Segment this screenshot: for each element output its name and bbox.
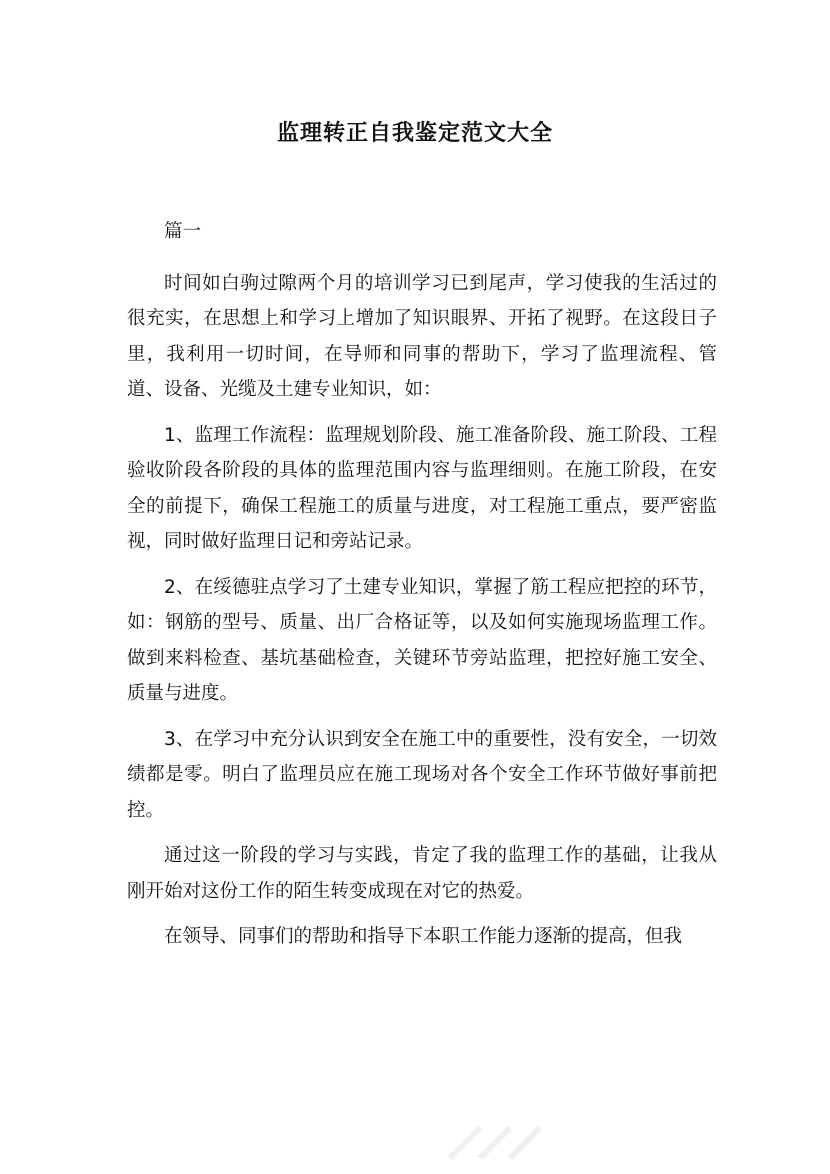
paragraph-item-1: 1、监理工作流程：监理规划阶段、施工准备阶段、施工阶段、工程验收阶段各阶段的具体的监理范围内容与监理细则。在施工阶段，在安全的前提下，确保工程施工的质量与进度，对工程施工重点，要严密监视，同时做好监理日记和旁站记录。 [127, 424, 717, 552]
watermark-mark [440, 1120, 560, 1160]
paragraph-summary: 通过这一阶段的学习与实践，肯定了我的监理工作的基础，让我从刚开始对这份工作的陌生转变成现在对它的热爱。 [127, 845, 717, 902]
document-body [127, 214, 717, 965]
paragraph-item-3: 3、在学习中充分认识到安全在施工中的重要性，没有安全，一切效绩都是零。明白了监理员应在施工现场对各个安全工作环节做好事前把控。 [127, 728, 717, 821]
paragraph-item-2: 2、在绥德驻点学习了土建专业知识，掌握了筋工程应把控的环节，如：钢筋的型号、质量、出厂合格证等，以及如何实施现场监理工作。做到来料检查、基坑基础检查，关键环节旁站监理，把控好施工安全、质量与进度。 [127, 576, 717, 704]
document-title: 监理转正自我鉴定范文大全 [276, 121, 553, 146]
paragraph-intro: 时间如白驹过隙两个月的培训学习已到尾声，学习使我的生活过的很充实，在思想上和学习上增加了知识眼界、开拓了视野。在这段日子里，我利用一切时间，在导师和同事的帮助下，学习了监理流程、管道、设备、光缆及土建专业知识，如： [127, 272, 717, 400]
paragraph-continued: 在领导、同事们的帮助和指导下本职工作能力逐渐的提高，但我 [164, 926, 683, 947]
section-heading: 篇一 [164, 221, 202, 242]
